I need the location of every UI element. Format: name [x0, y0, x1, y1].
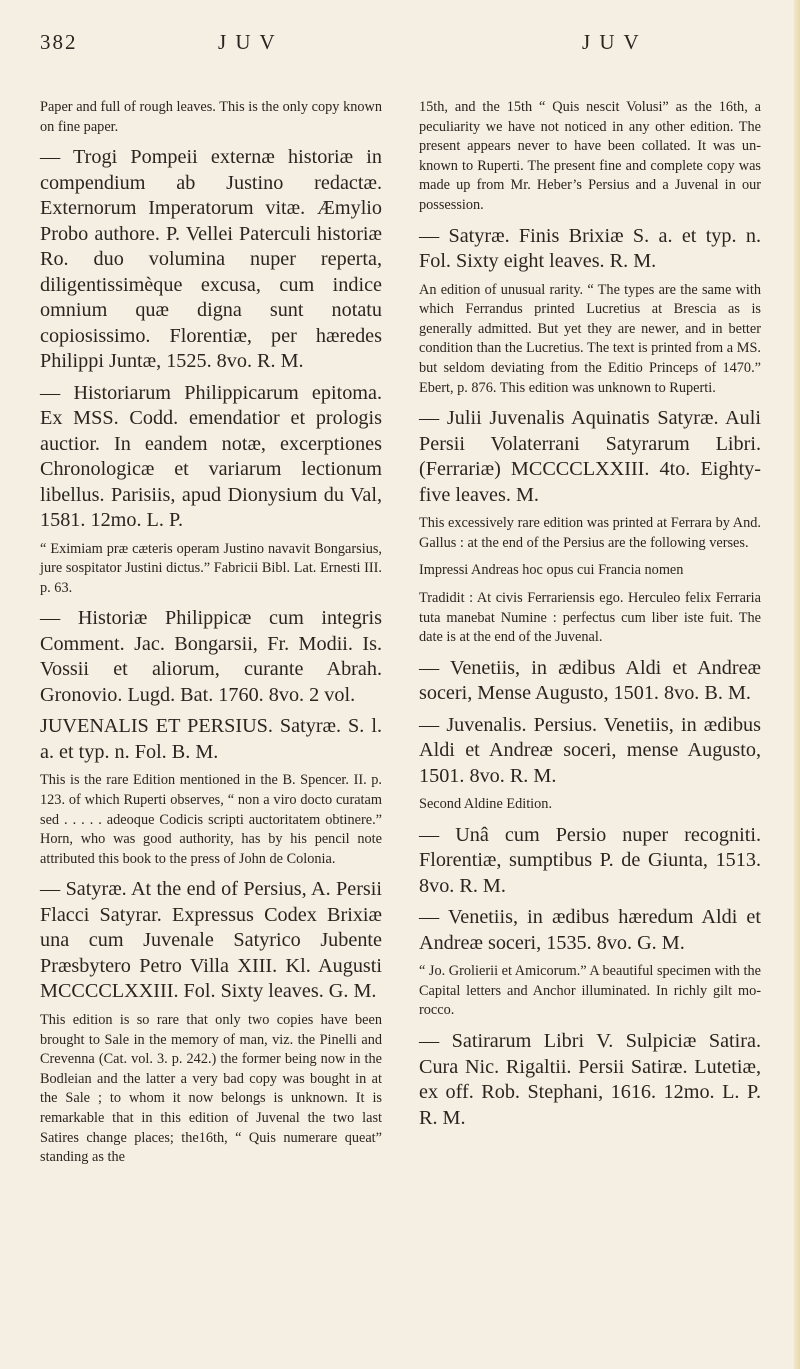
- catalog-entry: — Satyræ. At the end of Persius, A. Persii Flacci Satyrar. Expressus Codex Brixiæ una cum Juvenale Satyrico Jubente Præsbytero Petro Villa XIII. Kl. Augusti MCCCCLXXIII. Fol. Sixty leaves. G. M.: [40, 878, 382, 1003]
- catalog-note: This edition is so rare that only two copies have been brought to Sale in the memory of man, viz. the Pinelli and Crevenna (Cat. vol. 3. p. 242.) the former being now in the Bodleian and the latter a very bad copy was bought in at the Sale ; to whom it now belongs is unknown. It is remarkable that in this edition of Juvenal the two last Satires change places; the16th, “ Quis numerare queat” standing as the: [40, 1011, 382, 1166]
- catalog-entry: — Historiæ Philippicæ cum integris Comment. Jac. Bongarsii, Fr. Modii. Is. Vossii et aliorum, curante Abrah. Gronovio. Lugd. Bat. 1760. 8vo. 2 vol.: [40, 607, 382, 706]
- catalog-note: This excessively rare edition was printed at Ferrara by And. Gallus : at the end of the Persius are the following verses.: [419, 515, 761, 551]
- catalog-note: Impressi Andreas hoc opus cui Francia nomen: [419, 562, 684, 579]
- left-column: [40, 98, 382, 1176]
- page-number: 382: [40, 30, 78, 54]
- catalog-entry: — Unâ cum Persio nuper recogniti. Florentiæ, sumptibus P. de Giunta, 1513. 8vo. R. M.: [419, 823, 761, 897]
- left-running-head: J U V: [218, 30, 277, 54]
- catalog-entry: — Venetiis, in ædibus Aldi et Andreæ soceri, Mense Augusto, 1501. 8vo. B. M.: [419, 656, 761, 705]
- catalog-note: This is the rare Edition mentioned in the B. Spencer. II. p. 123. of which Ruperti observes, “ non a viro docto curatam sed . . . . . adeoque Codicis scripti auctoritatem obtinere.” Horn, who was good authority, has by his pencil note attributed this book to the press of John de Colonia.: [40, 772, 382, 867]
- catalog-note: An edition of unusual rarity. “ The types are the same with which Ferrandus printed Lucretius at Brescia as is generally admitted. But yet they are newer, and in better condition than the Lucretius. The text is printed from a MS. but seldom deviating from the Editio Princeps of 1470.” Ebert, p. 876. This edition was unknown to Ruperti.: [419, 281, 761, 396]
- catalog-note: Paper and full of rough leaves. This is the only copy known on fine paper.: [40, 99, 382, 135]
- catalog-note: 15th, and the 15th “ Quis nescit Volusi” as the 16th, a peculiarity we have not noticed in any other edition. The present appears never to have been collated. It was unknown to Ruperti. The present fine and complete copy was made up from Mr. Heber’s Persius and a Juvenal in our possession.: [419, 99, 761, 213]
- catalog-note: “ Eximiam præ cæteris operam Justino navavit Bongarsius, jure sospitator Justini dictus.” Fabricii Bibl. Lat. Ernesti III. p. 63.: [40, 540, 382, 596]
- catalog-note: Second Aldine Edition.: [419, 796, 553, 813]
- catalog-note: Tradidit : At civis Ferrariensis ego. Herculeo felix Ferraria tuta manebat Numine : perfectus cum liber iste fuit. The date is at the end of the Juvenal.: [419, 589, 761, 646]
- catalog-entry: — Venetiis, in ædibus hæredum Aldi et Andreæ soceri, 1535. 8vo. G. M.: [419, 906, 761, 954]
- catalog-entry: — Satirarum Libri V. Sulpiciæ Satira. Cura Nic. Rigaltii. Persii Satiræ. Lutetiæ, ex off. Rob. Stephani, 1616. 12mo. L. P. R. M.: [419, 1030, 761, 1129]
- catalog-entry: — Julii Juvenalis Aquinatis Satyræ. Auli Persii Volaterrani Satyrarum Libri. (Ferrariæ) MCCCCLXXIII. 4to. Eighty-five leaves. M.: [419, 407, 761, 506]
- right-running-head: J U V: [582, 30, 641, 54]
- running-header: [40, 30, 760, 70]
- page-edge: [794, 0, 800, 1369]
- catalog-entry: — Trogi Pompeii externæ historiæ in compendium ab Justino redactæ. Externorum Imperatorum vitæ. Æmylio Probo authore. P. Vellei Paterculi historiæ Ro. duo volumina nuper reperta, diligentissimèque excusa, cum indice omnium quæ digna sunt notatu copiosissimo. Florentiæ, per hæredes Philippi Juntæ, 1525. 8vo. R. M.: [40, 146, 382, 373]
- right-column: [419, 98, 761, 1137]
- catalog-entry: JUVENALIS ET PERSIUS. Satyræ. S. l. a. et typ. n. Fol. B. M.: [40, 715, 382, 763]
- catalog-entry: — Satyræ. Finis Brixiæ S. a. et typ. n. Fol. Sixty eight leaves. R. M.: [419, 224, 761, 273]
- catalog-entry: — Historiarum Philippicarum epitoma. Ex MSS. Codd. emendatior et prologis auctior. In eandem notæ, excerptiones Chronologicæ et variarum lectionum libellus. Parisiis, apud Dionysium du Val, 1581. 12mo. L. P.: [40, 381, 382, 532]
- catalog-entry: — Juvenalis. Persius. Venetiis, in ædibus Aldi et Andreæ soceri, mense Augusto, 1501. 8vo. R. M.: [419, 713, 761, 787]
- catalog-note: “ Jo. Grolierii et Amicorum.” A beautiful specimen with the Capital letters and Anchor illuminated. In richly gilt morocco.: [419, 963, 761, 1019]
